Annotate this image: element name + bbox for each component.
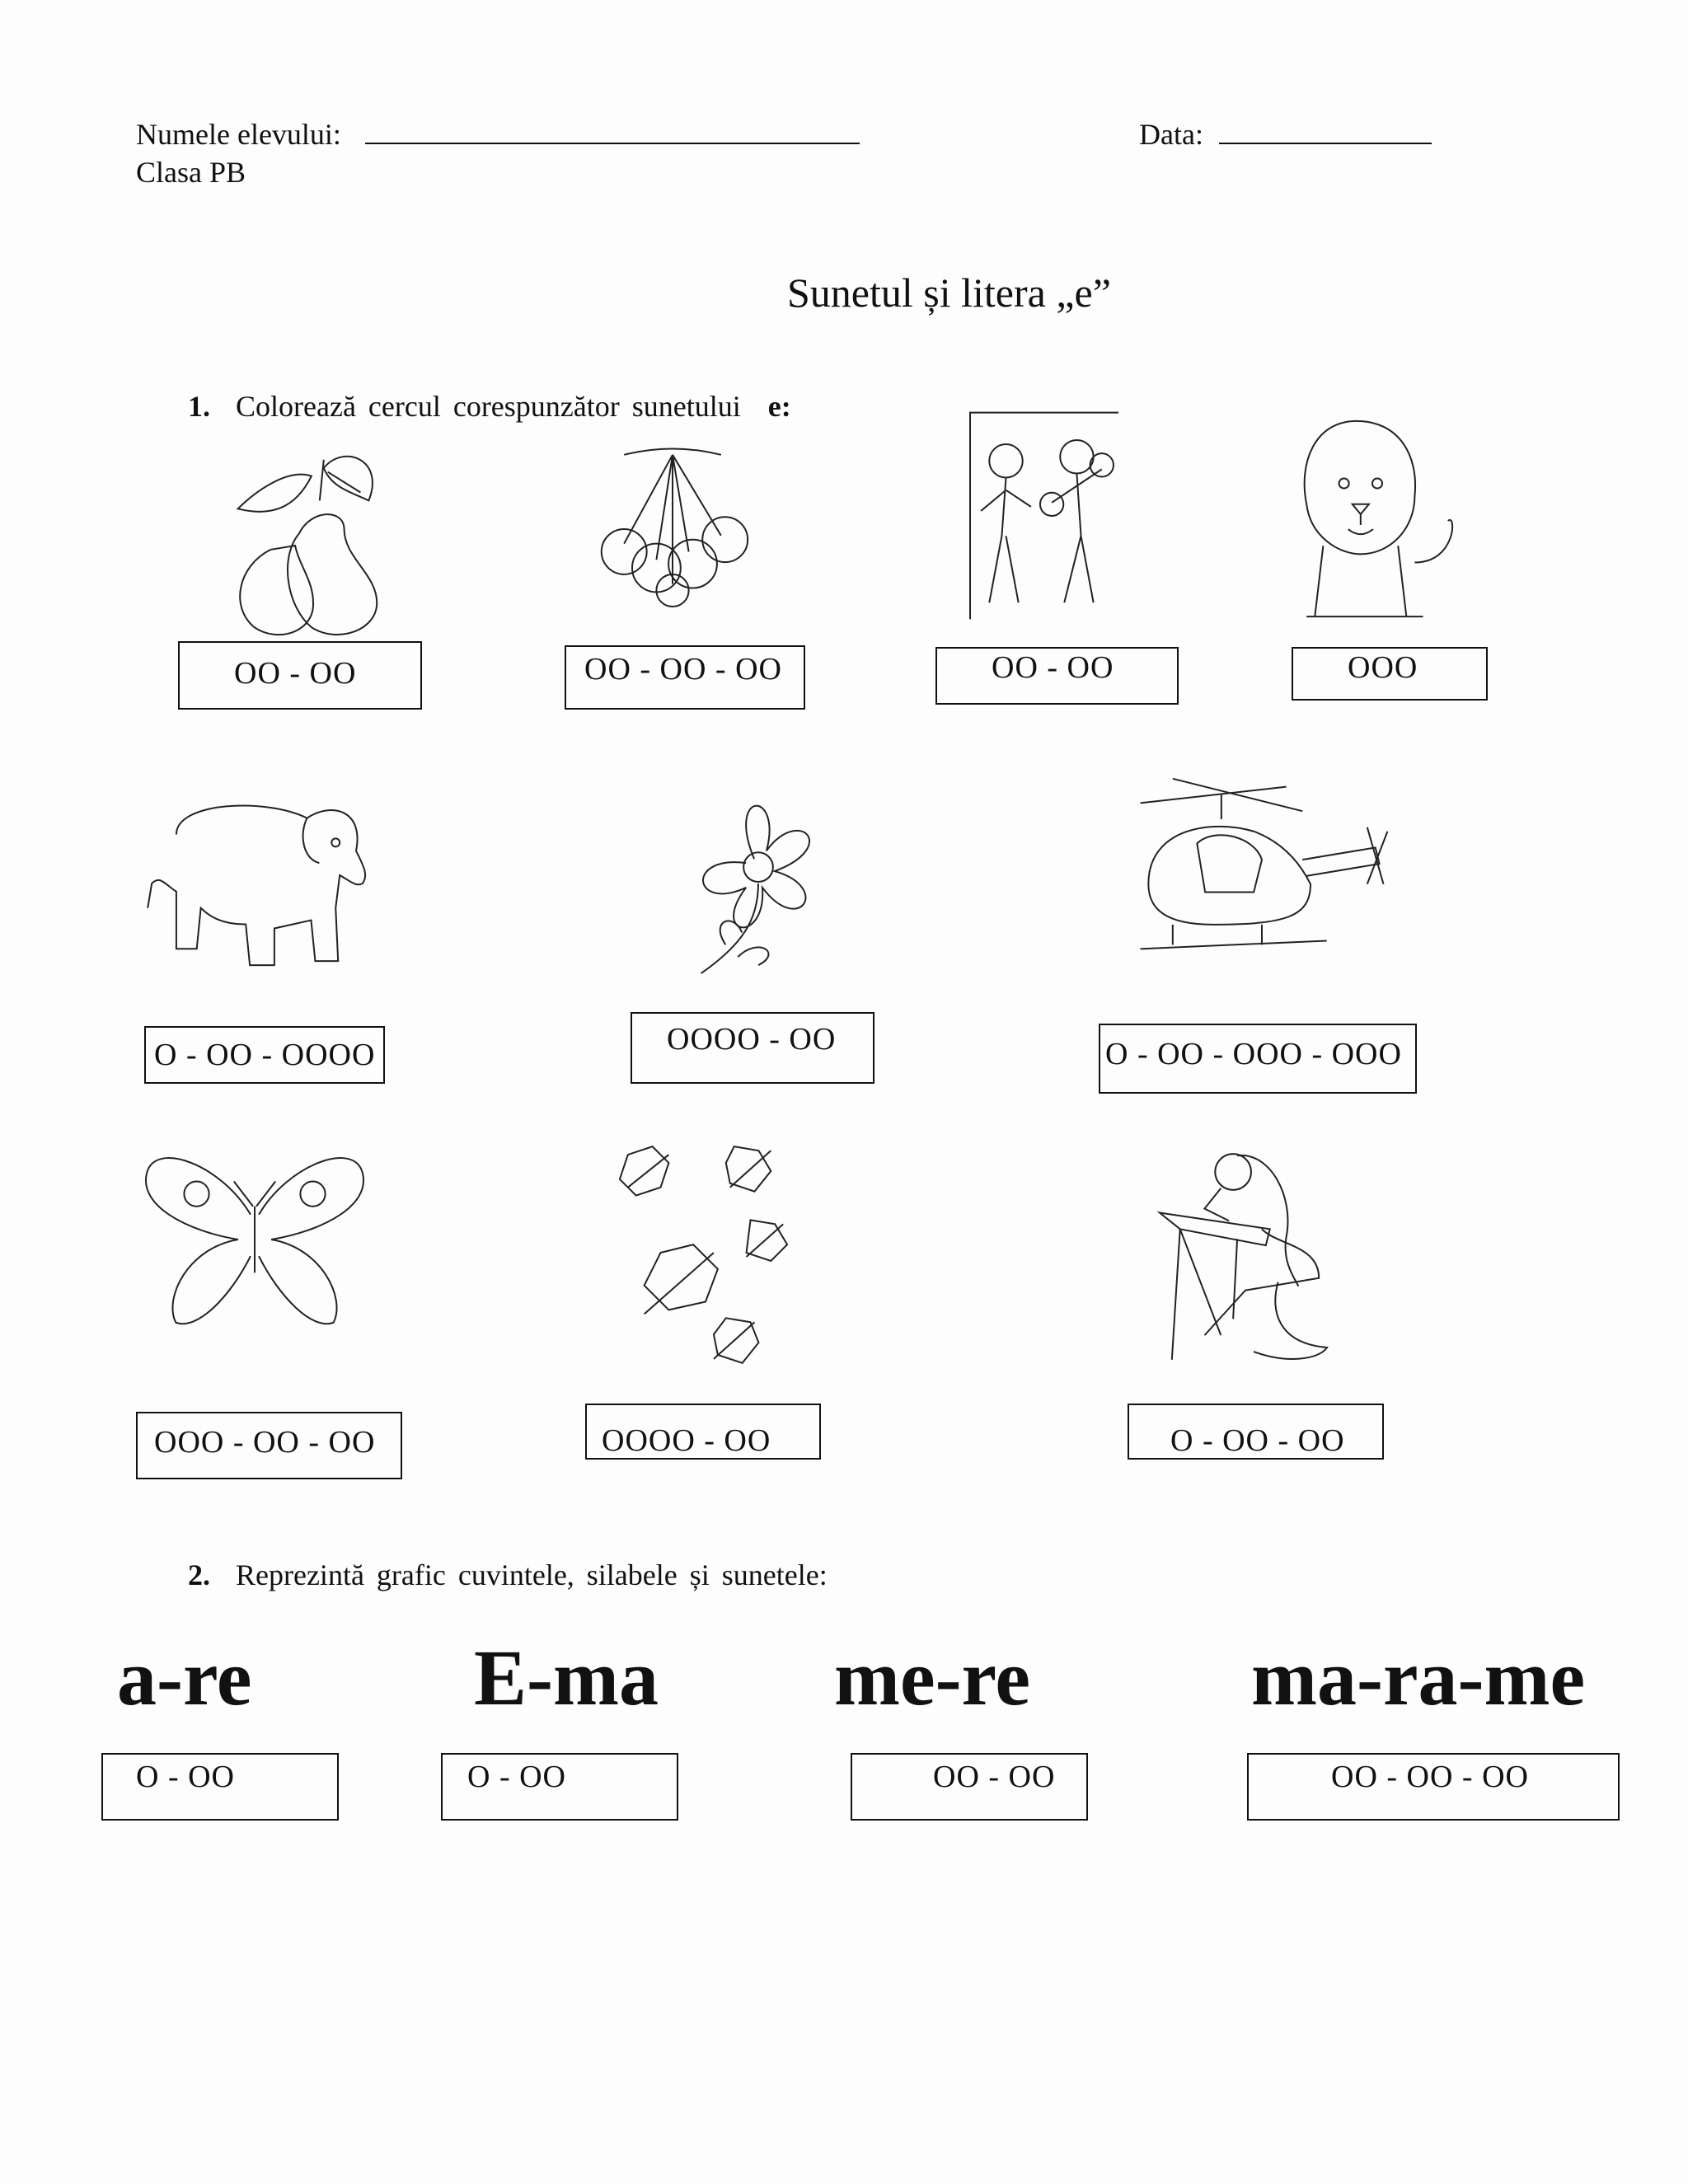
cheerleaders-icon bbox=[968, 410, 1118, 620]
pattern-text: O - OO - OOO - OOO bbox=[1105, 1037, 1402, 1071]
pattern-box[interactable] bbox=[585, 1404, 821, 1460]
word-me-re: me-re bbox=[834, 1633, 1031, 1722]
pattern-box[interactable] bbox=[851, 1753, 1088, 1821]
pattern-box[interactable] bbox=[1128, 1404, 1384, 1460]
pattern-box[interactable] bbox=[1099, 1024, 1417, 1094]
student-name-label: Numele elevului: bbox=[136, 118, 341, 151]
butterfly-icon bbox=[138, 1148, 371, 1331]
date-blank bbox=[1219, 143, 1432, 144]
pattern-text: OO - OO bbox=[992, 650, 1114, 685]
task-1-text: Colorează cercul corespunzător sunetului bbox=[236, 390, 741, 423]
pattern-box[interactable] bbox=[935, 647, 1179, 705]
girl-writing-icon bbox=[1156, 1146, 1335, 1370]
task-1-heading bbox=[188, 389, 791, 424]
task-1-letter: e: bbox=[767, 390, 791, 423]
task-2-number: 2. bbox=[188, 1558, 210, 1591]
page-title: Sunetul și litera „e” bbox=[787, 269, 1111, 316]
task-2-text: Reprezintă grafic cuvintele, silabele și sunetele: bbox=[236, 1558, 828, 1591]
pattern-box[interactable] bbox=[1292, 647, 1488, 701]
word-a-re: a-re bbox=[117, 1633, 252, 1722]
pattern-box[interactable] bbox=[178, 641, 422, 710]
class-label: Clasa PB bbox=[136, 156, 246, 189]
pattern-box[interactable] bbox=[1247, 1753, 1620, 1821]
student-name-blank bbox=[365, 143, 860, 144]
pattern-text: OOO bbox=[1348, 650, 1418, 685]
pattern-box[interactable] bbox=[441, 1753, 678, 1821]
pattern-text: O - OO - OO bbox=[1170, 1423, 1345, 1458]
pattern-text: OO - OO bbox=[234, 656, 357, 691]
pattern-box[interactable] bbox=[565, 645, 805, 710]
pattern-box[interactable] bbox=[631, 1012, 874, 1084]
pattern-text: OO - OO bbox=[933, 1760, 1056, 1794]
leaves-icon bbox=[612, 1137, 799, 1372]
cherries-icon bbox=[592, 445, 753, 610]
task-2-heading bbox=[188, 1558, 828, 1592]
pattern-text: OOOO - OO bbox=[667, 1022, 837, 1057]
pattern-box[interactable] bbox=[144, 1026, 385, 1084]
pears-icon bbox=[221, 443, 386, 640]
pattern-text: O - OO - OOOO bbox=[154, 1038, 376, 1072]
word-e-ma: E-ma bbox=[474, 1633, 659, 1722]
flower-icon bbox=[676, 781, 841, 977]
pattern-box[interactable] bbox=[101, 1753, 339, 1821]
pattern-box[interactable] bbox=[136, 1412, 402, 1479]
elephant-icon bbox=[142, 785, 382, 973]
student-name-row bbox=[136, 117, 860, 152]
pattern-text: O - OO bbox=[467, 1760, 566, 1794]
lion-icon bbox=[1290, 412, 1465, 630]
helicopter-icon bbox=[1123, 771, 1401, 965]
pattern-text: OOO - OO - OO bbox=[154, 1425, 376, 1460]
pattern-text: OO - OO - OO bbox=[1331, 1760, 1529, 1794]
pattern-text: O - OO bbox=[136, 1760, 235, 1794]
date-label: Data: bbox=[1139, 118, 1203, 151]
word-ma-ra-me: ma-ra-me bbox=[1251, 1633, 1586, 1722]
date-row bbox=[1139, 117, 1432, 152]
pattern-text: OOOO - OO bbox=[602, 1423, 771, 1458]
task-1-number: 1. bbox=[188, 390, 210, 423]
pattern-text: OO - OO - OO bbox=[584, 652, 782, 687]
